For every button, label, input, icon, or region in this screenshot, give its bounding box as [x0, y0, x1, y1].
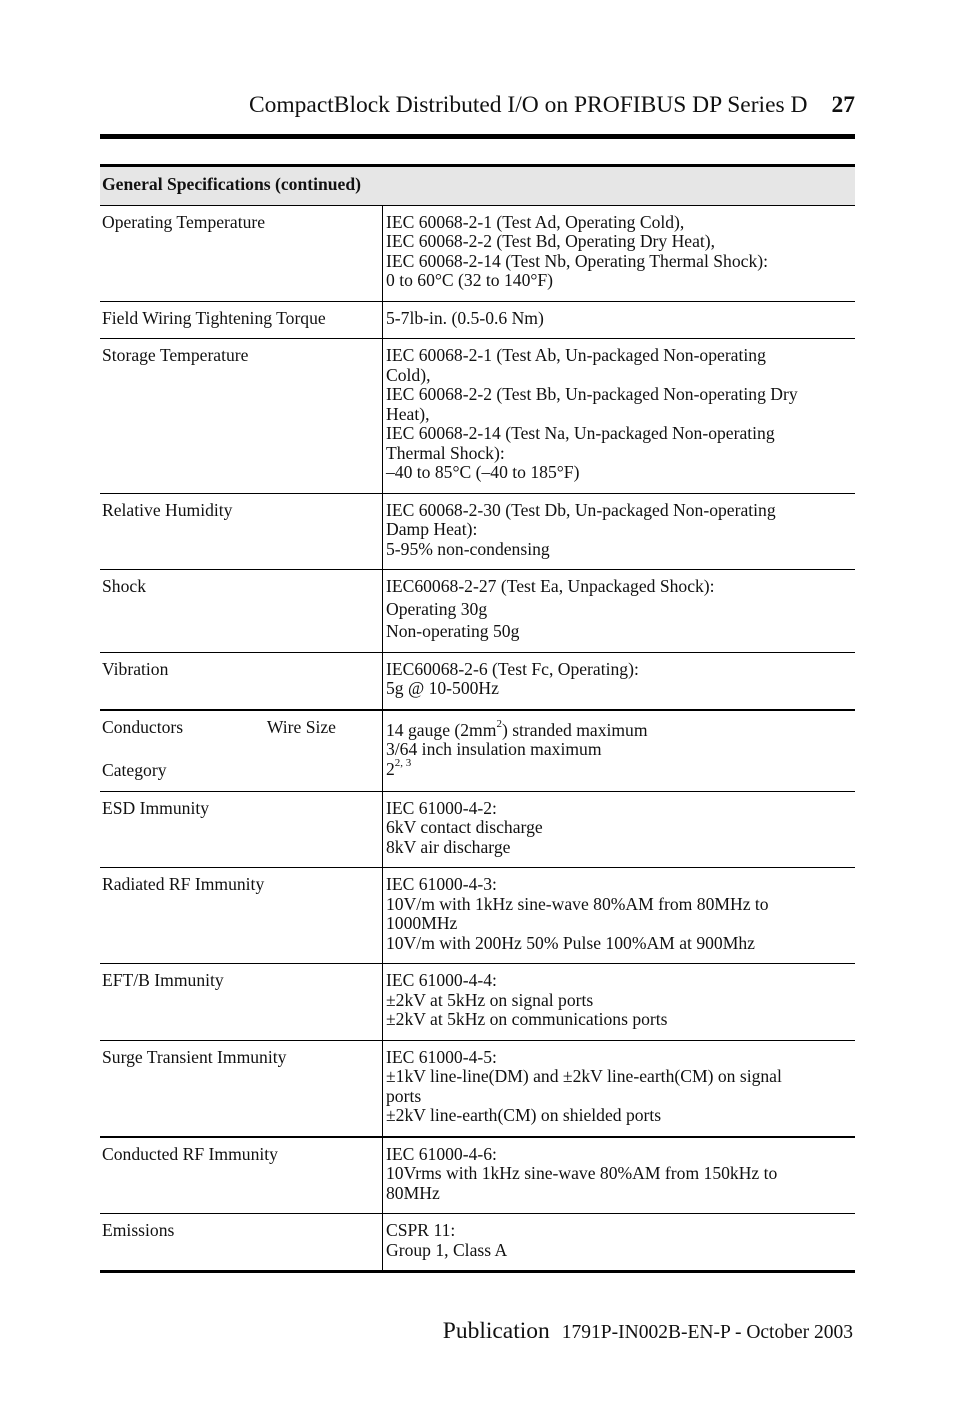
spec-row — [100, 652, 855, 710]
header-rule — [100, 134, 855, 139]
spec-value: IEC60068-2-6 (Test Fc, Operating): 5g @ 10-500Hz — [383, 652, 856, 710]
spec-row — [100, 791, 855, 868]
spec-label: Shock — [100, 570, 383, 653]
specifications-table — [100, 164, 855, 1273]
wire-size-label: Wire Size — [266, 716, 336, 737]
spec-value: IEC60068-2-27 (Test Ea, Unpackaged Shock): Operating 30g Non-operating 50g — [383, 570, 856, 653]
spec-value: IEC 60068-2-30 (Test Db, Un-packaged Non-operating Damp Heat): 5-95% non-condensing — [383, 493, 856, 570]
spec-label: Conducted RF Immunity — [100, 1137, 383, 1214]
spec-value: IEC 61000-4-2: 6kV contact discharge 8kV air discharge — [383, 791, 856, 868]
spec-row — [100, 1214, 855, 1272]
spec-value: IEC 61000-4-3: 10V/m with 1kHz sine-wave 80%AM from 80MHz to 1000MHz 10V/m with 200Hz 50% Pulse 100%AM at 900Mhz — [383, 868, 856, 964]
spec-row-conductors — [100, 710, 855, 792]
spec-row — [100, 964, 855, 1041]
spec-row — [100, 868, 855, 964]
spec-label: ESD Immunity — [100, 791, 383, 868]
spec-value: IEC 61000-4-5: ±1kV line-line(DM) and ±2kV line-earth(CM) on signal ports ±2kV line-earth(CM) on shielded ports — [383, 1040, 856, 1137]
spec-label: Operating Temperature — [100, 205, 383, 301]
conductors-label: Conductors — [102, 716, 184, 737]
spec-row — [100, 570, 855, 653]
publication-id: 1791P-IN002B-EN-P - October 2003 — [561, 1322, 853, 1343]
spec-row — [100, 205, 855, 301]
spec-label: Emissions — [100, 1214, 383, 1272]
spec-value: 14 gauge $(2mm^2)$ stranded maximum 3/64 inch insulation maximum 2$^{2, 3}$ — [383, 710, 856, 792]
spec-label — [100, 710, 383, 792]
spec-row — [100, 1137, 855, 1214]
spec-label: Vibration — [100, 652, 383, 710]
spec-label: Surge Transient Immunity — [100, 1040, 383, 1137]
spec-value: CSPR 11: Group 1, Class A — [383, 1214, 856, 1272]
spec-value: 5-7lb-in. (0.5-0.6 Nm) — [383, 301, 856, 339]
category-label: Category — [102, 760, 167, 780]
page-number: 27 — [831, 92, 855, 118]
spec-row — [100, 1040, 855, 1137]
spec-label: Field Wiring Tightening Torque — [100, 301, 383, 339]
spec-row — [100, 493, 855, 570]
spec-value: IEC 60068-2-1 (Test Ad, Operating Cold), IEC 60068-2-2 (Test Bd, Operating Dry Heat), IEC 60068-2-14 (Test Nb, Operating Thermal Shock): 0 to 60°C (32 to 140°F) — [383, 205, 856, 301]
spec-value: IEC 61000-4-4: ±2kV at 5kHz on signal ports ±2kV at 5kHz on communications ports — [383, 964, 856, 1041]
spec-row — [100, 301, 855, 339]
spec-label: Radiated RF Immunity — [100, 868, 383, 964]
document-title: CompactBlock Distributed I/O on PROFIBUS DP Series D — [248, 92, 808, 118]
spec-label: Storage Temperature — [100, 339, 383, 494]
spec-value: IEC 60068-2-1 (Test Ab, Un-packaged Non-operating Cold), IEC 60068-2-2 (Test Bb, Un-packaged Non-operating Dry Heat), IEC 60068-2-14 (Test Na, Un-packaged Non-operating Thermal Shock): –40 to 85°C (–40 to 185°F) — [383, 339, 856, 494]
spec-label: Relative Humidity — [100, 493, 383, 570]
publication-label: Publication — [442, 1318, 550, 1344]
spec-value: IEC 61000-4-6: 10Vrms with 1kHz sine-wave 80%AM from 150kHz to 80MHz — [383, 1137, 856, 1214]
spec-row — [100, 339, 855, 494]
spec-label: EFT/B Immunity — [100, 964, 383, 1041]
page-footer — [100, 1318, 853, 1345]
section-title: General Specifications (continued) — [100, 166, 855, 206]
page-header — [100, 92, 855, 132]
section-header-row — [100, 166, 855, 206]
